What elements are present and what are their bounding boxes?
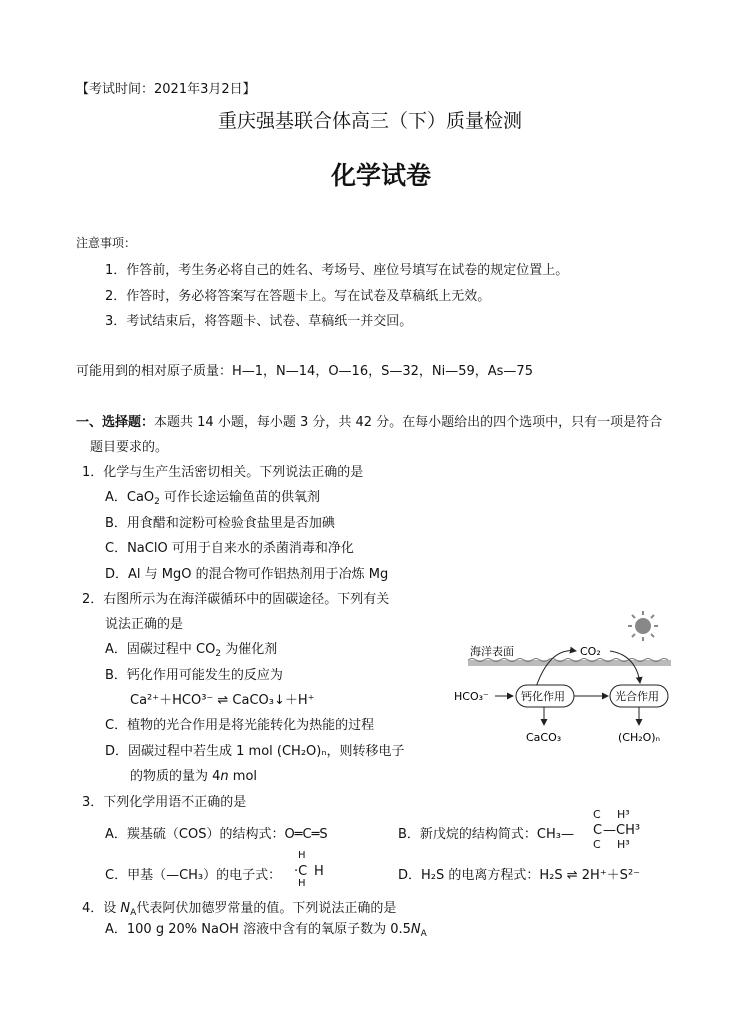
sun-icon [628,611,658,641]
carbon-cycle-diagram [440,605,690,755]
hco3-label: HCO₃⁻ [454,690,489,703]
q3-option-b: B．新戊烷的结构简式：CH₃— [398,827,574,842]
q3-b-h3-bot: H³ [617,838,630,851]
section-heading [76,411,662,430]
q1-option-c: C．NaClO 可用于自来水的杀菌消毒和净化 [105,541,354,556]
q3-b-c-bot: C [593,838,601,851]
q3-c-h-right: H [314,864,324,879]
notes-heading: 注意事项： [76,236,137,250]
ch2o-label: (CH₂O)ₙ [618,731,660,744]
q3-option-d: D．H₂S 的电离方程式：H₂S ⇌ 2H⁺＋S²⁻ [398,868,641,883]
q4-stem: 4．设 $N_A$代表阿伏加德罗常量的值。下列说法正确的是 [82,901,397,918]
q2-option-c: C．植物的光合作用是将光能转化为热能的过程 [105,718,375,733]
q2-option-a: A．固碳过程中 $CO_2$ 为催化剂 [105,642,278,659]
atomic-masses: 可能用到的相对原子质量：H—1，N—14，O—16，S—32，Ni—59，As—75 [76,364,533,379]
q1-option-b: B．用食醋和淀粉可检验食盐里是否加碘 [105,516,335,531]
co2-label: CO₂ [580,645,601,658]
q4-option-a: A．100 g 20% NaOH 溶液中含有的氧原子数为 $0.5N_A$ [105,922,427,939]
q3-c-carbon: ·C [294,864,308,879]
q2-option-d-cont: 的物质的量为 4n mol [130,769,258,784]
q3-b-right: —CH³ [603,823,641,838]
q1-option-a: A．CaO$_2$ 可作长途运输鱼苗的供氧剂 [105,490,321,507]
note-item: 3．考试结束后，将答题卡、试卷、草稿纸一并交回。 [105,314,413,329]
q3-c-h-bot: H [298,878,306,889]
ocean-label: 海洋表面 [470,645,514,658]
q2-stem-cont: 说法正确的是 [105,617,184,632]
q3-b-c-mid: C [593,823,603,838]
q1-option-d: D．Al 与 MgO 的混合物可作铝热剂用于冶炼 Mg [105,567,389,582]
q3-b-h3-top: H³ [617,808,630,821]
subject-title: 化学试卷 [331,161,432,190]
note-item: 1．作答前，考生务必将自己的姓名、考场号、座位号填写在试卷的规定位置上。 [105,263,569,278]
q3-option-c: C．甲基（—CH₃）的电子式： [105,868,282,883]
q3-b-c-top: C [593,808,601,821]
q2-option-b-equation: Ca²⁺＋HCO³⁻ ⇌ CaCO₃↓＋H⁺ [130,693,315,708]
q2-option-d: D．固碳过程中若生成 1 mol (CH₂O)ₙ，则转移电子 [105,744,405,759]
q3-option-a: A．羰基硫（COS）的结构式：O═C═S [105,827,328,842]
q2-option-b: B．钙化作用可能发生的反应为 [105,668,283,683]
q3-stem: 3．下列化学用语不正确的是 [82,795,247,810]
q1-stem: 1．化学与生产生活密切相关。下列说法正确的是 [82,465,364,480]
note-item: 2．作答时，务必将答案写在答题卡上。写在试卷及草稿纸上无效。 [105,289,491,304]
exam-title: 重庆强基联合体高三（下）质量检测 [218,110,523,132]
photosynthesis-label: 光合作用 [615,690,659,703]
q3-c-h-top: H [298,850,306,861]
section-instructions: 本题共 14 小题，每小题 3 分，共 42 分。在每小题给出的四个选项中，只有一项是符合 [154,415,663,430]
exam-time: 【考试时间：2021年3月2日】 [76,82,256,97]
calcification-label: 钙化作用 [521,690,565,703]
q2-stem: 2．右图所示为在海洋碳循环中的固碳途径。下列有关 [82,592,390,607]
section-label: 一、选择题： [76,415,155,430]
caco3-label: CaCO₃ [526,731,562,744]
section-instructions-cont: 题目要求的。 [90,440,169,455]
